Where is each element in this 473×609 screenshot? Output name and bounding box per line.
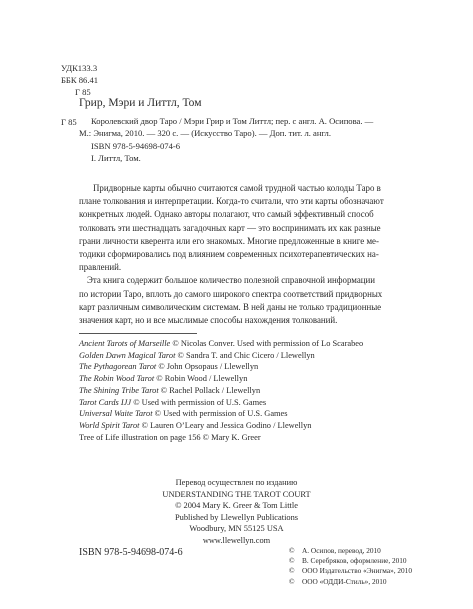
copyright-symbol: © — [289, 576, 295, 586]
abstract-line: карт различным символическим системам. В ней даны не только традиционные — [79, 301, 382, 312]
credit-text: Tree of Life illustration on page 156 © Mary K. Greer — [79, 432, 261, 442]
credit-title: Golden Dawn Magical Tarot — [79, 350, 176, 360]
original-edition-line: Woodbury, MN 55125 USA — [189, 524, 284, 534]
abstract-line: плане толкования и интерпретации. Когда-то считали, что эти карты обозначают — [79, 196, 384, 207]
copyright-text: В. Серебряков, оформление, 2010 — [302, 556, 407, 566]
abstract — [79, 182, 451, 327]
image-credits — [79, 338, 363, 443]
original-edition-line: © 2004 Mary K. Greer & Tom Little — [175, 501, 298, 511]
credit-text: © Rachel Pollack / Llewellyn — [158, 385, 261, 395]
credit-line — [79, 373, 363, 385]
divider — [79, 333, 197, 334]
credit-line — [79, 361, 363, 373]
credit-text: © Robin Wood / Llewellyn — [154, 374, 248, 384]
copyright-symbol: © — [289, 556, 295, 566]
abstract-line: значения карт, но и все мыслимые способы нахождения толкований. — [79, 315, 338, 326]
abstract-line: Эта книга содержит большое количество полезной справочной информации — [87, 275, 376, 286]
abstract-line: тодики сформировались под влиянием современных психотерапевтических на- — [79, 249, 379, 260]
credit-title: Universal Waite Tarot — [79, 409, 153, 419]
credit-line — [79, 432, 363, 444]
copyright-text: ООО Издательство «Энигма», 2010 — [302, 566, 412, 576]
copyright-line — [289, 546, 412, 556]
bib-line: М.: Энигма, 2010. — 320 с. — (Искусство Таро). — Доп. тит. л. англ. — [79, 128, 331, 139]
credit-title: Ancient Tarots of Marseille — [79, 339, 171, 348]
copyright-line — [289, 556, 412, 566]
original-edition-line: UNDERSTANDING THE TAROT COURT — [162, 489, 311, 499]
copyright-text: ООО «ОДДИ-Стиль», 2010 — [302, 576, 387, 586]
credit-line — [79, 385, 363, 397]
bib-authors: Грир, Мэри и Литтл, Том — [79, 97, 202, 109]
credit-line — [79, 420, 363, 432]
original-edition — [0, 477, 473, 547]
copyright-line — [289, 577, 412, 587]
original-edition-line: Published by Llewellyn Publications — [174, 512, 299, 522]
copyright-block — [289, 546, 412, 587]
copyright-text: А. Осипов, перевод, 2010 — [302, 546, 381, 555]
udk-code: УДК133.3 — [61, 63, 98, 73]
credit-line — [79, 350, 363, 362]
bib-author-mark: Г 85 — [61, 117, 77, 127]
classification-codes — [61, 62, 98, 98]
copyright-line — [289, 566, 412, 576]
credit-text: © Lauren O’Leary and Jessica Godino / Llewellyn — [139, 420, 312, 430]
abstract-line: по истории Таро, вплоть до самого широкого спектра соответствий придворных — [79, 288, 383, 299]
bbk-code: ББК 86.41 — [61, 75, 99, 85]
bib-description — [79, 115, 451, 165]
credit-line — [79, 397, 363, 409]
bib-isbn: ISBN 978-5-94698-074-6 — [91, 140, 181, 151]
credit-title: The Shining Tribe Tarot — [79, 385, 159, 395]
bib-line: I. Литтл, Том. — [91, 153, 141, 164]
author-mark-code: Г 85 — [75, 87, 91, 97]
abstract-line: конкретных людей. Однако авторы полагают, что самый эффективный способ — [79, 209, 374, 220]
credit-title: The Robin Wood Tarot — [79, 374, 155, 384]
copyright-symbol: © — [289, 546, 295, 555]
credit-text: © John Opsopaus / Llewellyn — [156, 362, 259, 372]
credit-line — [79, 408, 363, 420]
credit-title: World Spirit Tarot — [79, 420, 140, 430]
credit-text: © Sandra T. and Chic Cicero / Llewellyn — [175, 350, 315, 360]
abstract-line: грани личности кверента или его знакомых. Многие предложенные в книге ме- — [79, 235, 379, 246]
credit-text: © Used with permission of U.S. Games — [131, 397, 267, 407]
abstract-line: правлений. — [79, 262, 122, 273]
original-edition-line: Перевод осуществлен по изданию — [175, 478, 298, 487]
original-edition-line: www.llewellyn.com — [202, 535, 271, 545]
abstract-line: толковать эти шестнадцать загадочных карт — это воспринимать их как разные — [79, 222, 381, 233]
credit-title: The Pythagorean Tarot — [79, 362, 157, 372]
bib-line: Королевский двор Таро / Мэри Грир и Том Литтл; пер. с англ. А. Осипова. — — [91, 116, 374, 126]
copyright-symbol: © — [289, 566, 295, 576]
isbn: ISBN 978-5-94698-074-6 — [79, 547, 183, 558]
credit-text: © Nicolas Conver. Used with permission of Lo Scarabeo — [170, 339, 364, 348]
credit-line — [79, 338, 363, 350]
credit-text: © Used with permission of U.S. Games — [152, 409, 288, 419]
abstract-line: Придворные карты обычно считаются самой трудной частью колоды Таро в — [93, 183, 381, 193]
credit-title: Tarot Cards IJJ — [79, 397, 132, 407]
